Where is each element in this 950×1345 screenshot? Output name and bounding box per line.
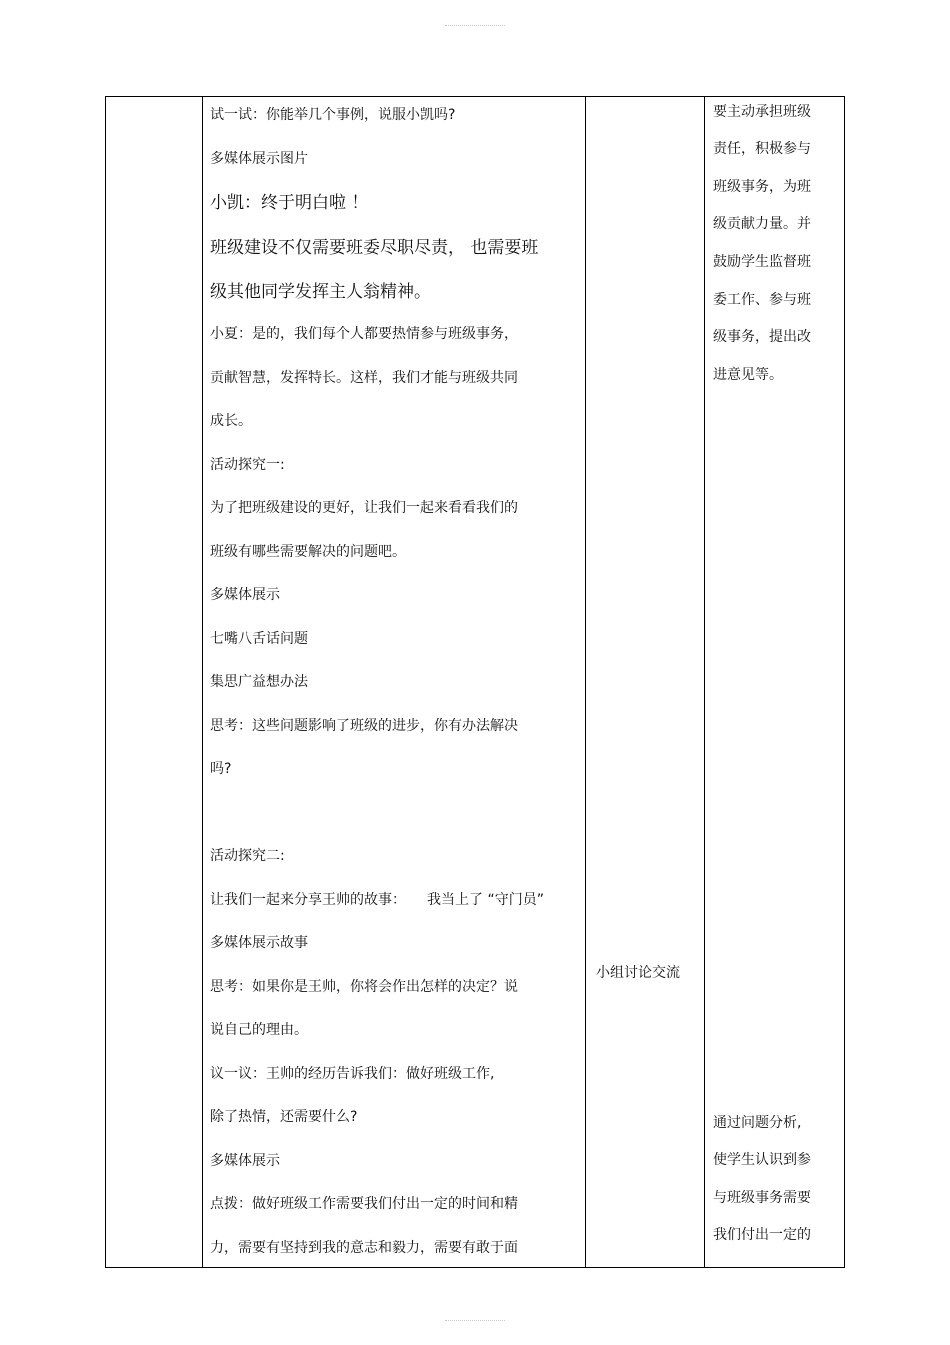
content-line: 多媒体展示 <box>210 1153 280 1169</box>
content-line: 议一议：王帅的经历告诉我们：做好班级工作, <box>210 1066 495 1082</box>
lesson-plan-table <box>105 96 845 1268</box>
intent-line: 要主动承担班级 <box>713 104 811 120</box>
content-line: 思考：这些问题影响了班级的进步，你有办法解决 <box>210 718 518 734</box>
student-activity-cell <box>586 97 705 1267</box>
intent-line: 鼓励学生监督班 <box>713 254 811 270</box>
content-line: 思考：如果你是王帅，你将会作出怎样的决定？说 <box>210 979 518 995</box>
intent-line: 我们付出一定的 <box>713 1227 811 1243</box>
intent-line: 使学生认识到参 <box>713 1152 811 1168</box>
content-line: 班级建设不仅需要班委尽职尽责， 也需要班 <box>210 238 539 258</box>
content-line: 小凯：终于明白啦 ！ <box>210 193 369 213</box>
intent-line: 进意见等。 <box>713 367 783 383</box>
content-line: 贡献智慧，发挥特长。这样，我们才能与班级共同 <box>210 370 518 386</box>
content-line: 成长。 <box>210 413 252 429</box>
content-line: 吗? <box>210 761 232 777</box>
content-line: 为了把班级建设的更好，让我们一起来看看我们的 <box>210 500 518 516</box>
intent-line: 级事务，提出改 <box>713 329 811 345</box>
teaching-content-cell <box>202 97 586 1267</box>
intent-line: 班级事务，为班 <box>713 179 811 195</box>
content-line: 活动探究一: <box>210 457 285 473</box>
content-line: 级其他同学发挥主人翁精神。 <box>210 282 431 302</box>
content-line: 力，需要有坚持到我的意志和毅力，需要有敢于面 <box>210 1240 518 1256</box>
intent-line: 委工作、参与班 <box>713 292 811 308</box>
content-line: 多媒体展示故事 <box>210 935 308 951</box>
content-line: 活动探究二: <box>210 848 285 864</box>
content-line: 班级有哪些需要解决的问题吧。 <box>210 544 406 560</box>
page-header-mark <box>445 25 505 26</box>
content-line: 多媒体展示 <box>210 587 280 603</box>
intent-line: 责任，积极参与 <box>713 141 811 157</box>
content-line: 说自己的理由。 <box>210 1022 308 1038</box>
content-line: 点拨：做好班级工作需要我们付出一定的时间和精 <box>210 1196 518 1212</box>
page-footer-mark <box>445 1320 505 1321</box>
design-intent-cell <box>705 97 846 1267</box>
content-line: 除了热情，还需要什么? <box>210 1109 358 1125</box>
intent-line: 级贡献力量。并 <box>713 216 811 232</box>
intent-line: 通过问题分析, <box>713 1115 802 1131</box>
content-line: 让我们一起来分享王帅的故事： 我当上了 “守门员” <box>210 892 544 908</box>
intent-line: 与班级事务需要 <box>713 1190 811 1206</box>
student-activity-text: 小组讨论交流 <box>596 965 680 981</box>
content-line: 试一试：你能举几个事例，说服小凯吗? <box>210 107 456 123</box>
content-line: 集思广益想办法 <box>210 674 308 690</box>
content-line: 七嘴八舌话问题 <box>210 631 308 647</box>
content-line: 小夏：是的，我们每个人都要热情参与班级事务， <box>210 326 518 342</box>
content-line: 多媒体展示图片 <box>210 151 308 167</box>
